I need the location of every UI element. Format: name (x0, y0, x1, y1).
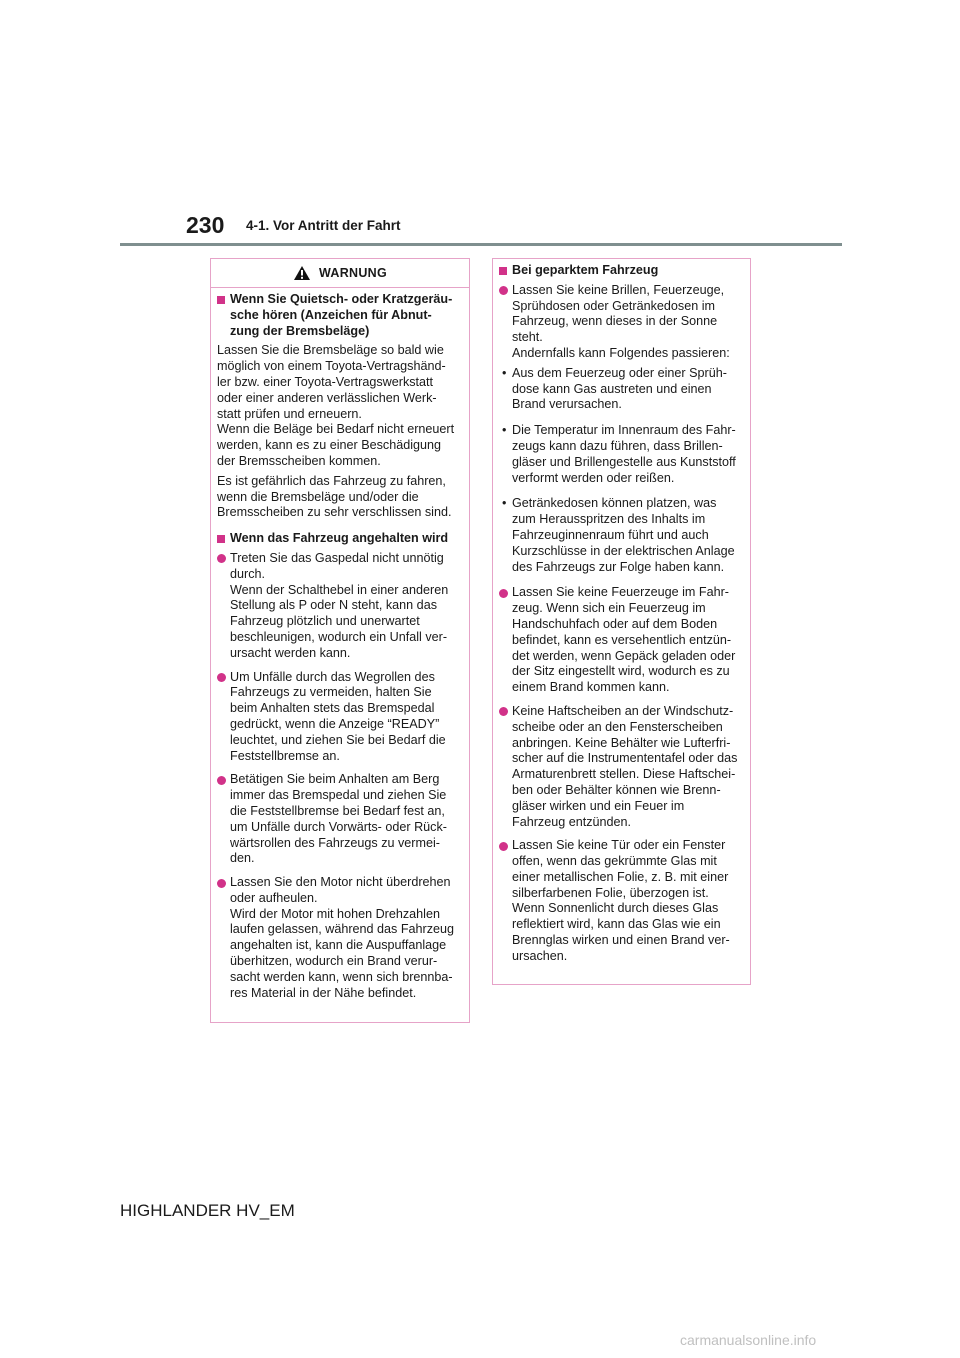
round-bullet-icon (217, 551, 230, 662)
square-bullet-icon (217, 531, 230, 547)
list-item: Lassen Sie keine Brillen, Feuerzeuge, Sprühdosen oder Getränkedosen im Fahrzeug, wenn dieses in der Sonne steht. Andernfalls kann Folgendes passieren: (499, 283, 742, 362)
section-title: 4-1. Vor Antritt der Fahrt (246, 218, 401, 233)
sub-bullet-mark: • (502, 365, 507, 380)
round-bullet-icon (499, 283, 512, 362)
list-item: Lassen Sie keine Feuerzeuge im Fahr- zeug. Wenn sich ein Feuerzeug im Handschuhfach oder auf dem Boden befindet, kann es versehentlich entzün- det werden, wenn Gepäck geladen oder der Sitz eingestellt wird, wodurch es zu einem Brand kommen kann. (499, 585, 742, 696)
brake-wear-paragraph: Es ist gefährlich das Fahrzeug zu fahren, wenn die Bremsbeläge und/oder die Bremsscheiben zu sehr verschlissen sind. (217, 473, 452, 520)
square-bullet-icon (217, 292, 230, 339)
watermark: carmanualsonline.info (680, 1332, 817, 1348)
warning-label: WARNUNG (318, 266, 388, 280)
parked-vehicle-box (492, 258, 751, 985)
sub-list-item: • Die Temperatur im Innenraum des Fahr- zeugs kann dazu führen, dass Brillen- gläser und Brillengestelle aus Kunststoff verformt werden oder reißen. (499, 423, 742, 486)
warning-box (210, 258, 470, 1023)
page-number: 230 (186, 212, 225, 238)
brake-noise-paragraph: Lassen Sie die Bremsbeläge so bald wie möglich von einem Toyota-Vertragshänd- ler bzw. einer Toyota-Vertragswerkstatt oder einer anderen verlässlichen Werk- statt prüfen und erneuern. Wenn die Beläge bei Bedarf nicht erneuert werden, kann es zu einer Beschädigung der Bremsscheiben kommen. (217, 343, 455, 468)
model-footer: HIGHLANDER HV_EM (120, 1201, 295, 1220)
sub-list-item: • Aus dem Feuerzeug oder einer Sprüh- dose kann Gas austreten und einen Brand verursachen. (499, 366, 742, 413)
list-item: Lassen Sie keine Tür oder ein Fenster offen, wenn das gekrümmte Glas mit einer metallischen Folie, z. B. mit einer silberfarbenen Folie, überzogen ist. Wenn Sonnenlicht durch dieses Glas reflektiert wird, kann das Glas wie ein Brennglas wirken und einen Brand ver- ursachen. (499, 838, 742, 964)
list-item: Lassen Sie den Motor nicht überdrehen oder aufheulen. Wird der Motor mit hohen Drehzahlen laufen gelassen, während das Fahrzeug angehalten ist, kann die Auspuffanlage überhitzen, wodurch ein Brand verur- sacht werden kann, wenn sich brennba- res Material in der Nähe befindet. (217, 875, 461, 1001)
round-bullet-icon (217, 670, 230, 765)
round-bullet-icon (217, 772, 230, 867)
round-bullet-icon (217, 875, 230, 1001)
round-bullet-icon (499, 838, 512, 964)
list-item: Treten Sie das Gaspedal nicht unnötig durch. Wenn der Schalthebel in einer anderen Stellung als P oder N steht, kann das Fahrzeug plötzlich und unerwartet beschleunigen, wodurch ein Unfall ver- ursacht werden kann. (217, 551, 461, 662)
sub-bullet-mark: • (502, 423, 507, 438)
list-item: Betätigen Sie beim Anhalten am Berg immer das Bremspedal und ziehen Sie die Feststellbremse bei Bedarf fest an, um Unfälle durch Vorwärts- oder Rück- wärtsrollen des Fahrzeugs zu vermei- den. (217, 772, 461, 867)
round-bullet-icon (499, 704, 512, 830)
warning-header (211, 259, 469, 288)
list-item: Um Unfälle durch das Wegrollen des Fahrzeugs zu vermeiden, halten Sie beim Anhalten stets das Bremspedal gedrückt, wenn die Anzeige “READY” leuchtet, und ziehen Sie bei Bedarf die Feststellbremse an. (217, 670, 461, 765)
brake-noise-heading: Wenn Sie Quietsch- oder Kratzgeräu- sche hören (Anzeichen für Abnut- zung der Bremsbeläge) (217, 292, 461, 339)
list-item: Keine Haftscheiben an der Windschutz- scheibe oder an den Fensterscheiben anbringen. Keine Behälter wie Lufterfri- scher auf die Instrumententafel oder das Armaturenbrett stellen. Diese Haftschei- ben oder Behälter können wie Brenn- gläser wirken und ein Feuer im Fahrzeug entzünden. (499, 704, 742, 830)
header-rule (120, 243, 842, 246)
round-bullet-icon (499, 585, 512, 696)
parked-vehicle-heading: Bei geparktem Fahrzeug (499, 263, 742, 279)
stopped-vehicle-heading: Wenn das Fahrzeug angehalten wird (217, 531, 461, 547)
sub-list-item: • Getränkedosen können platzen, was zum Herausspritzen des Inhalts im Fahrzeuginnenraum führt und auch Kurzschlüsse in der elektrischen Anlage des Fahrzeugs zur Folge haben kann. (499, 496, 742, 575)
square-bullet-icon (499, 263, 512, 279)
sub-bullet-mark: • (502, 496, 507, 511)
warning-triangle-icon (293, 265, 311, 281)
